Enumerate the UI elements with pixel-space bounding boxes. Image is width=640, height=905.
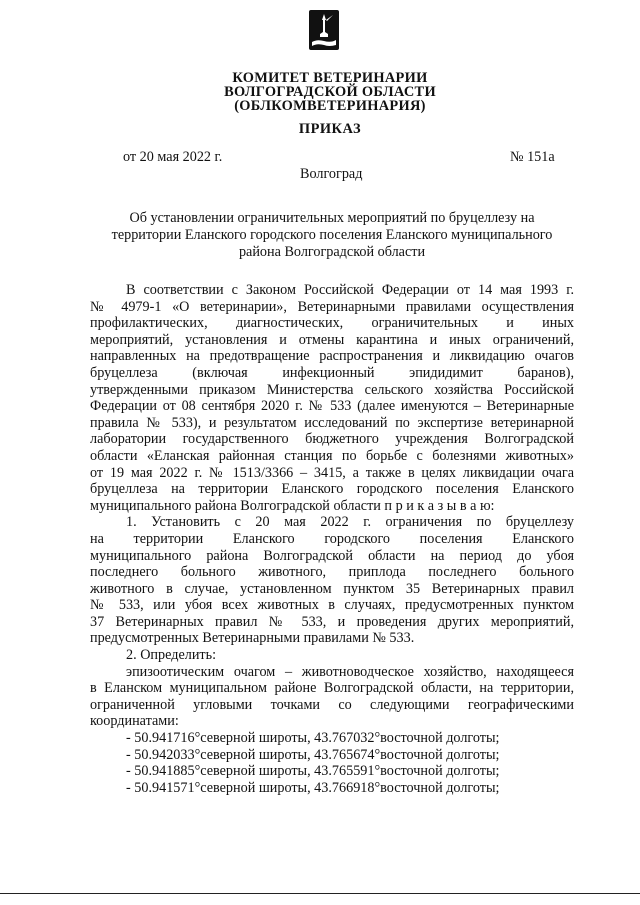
body-text-line: эпизоотическим очагом – животноводческое хозяйство, находящееся xyxy=(126,663,574,680)
body-text-line: № 4979-1 «О ветеринарии», Ветеринарными правилами осуществления xyxy=(90,298,574,315)
body-text-line: - 50.941571°северной широты, 43.766918°восточной долготы; xyxy=(126,779,500,796)
volgograd-emblem-icon xyxy=(309,10,339,50)
body-text-line: мероприятий, установления и отмены карантина и иных ограничений, xyxy=(90,331,574,348)
document-type: ПРИКАЗ xyxy=(298,121,362,137)
document-body xyxy=(90,282,574,796)
document-subject xyxy=(92,210,572,261)
body-text-line: - 50.941885°северной широты, 43.765591°восточной долготы; xyxy=(126,763,500,780)
body-text-line: области «Еланская районная станция по борьбе с болезнями животных» xyxy=(90,447,574,464)
document-number: № 151а xyxy=(510,149,555,165)
body-text-line: - 50.942033°северной широты, 43.765674°восточной долготы; xyxy=(126,746,500,763)
body-text-line: муниципального района Волгоградской области на период до убоя xyxy=(90,547,574,564)
body-text-line: координатами: xyxy=(90,713,179,730)
body-text-line: животного в случае, установленном пунктом 35 Ветеринарных правил xyxy=(90,580,574,597)
body-text-line: ограниченной угловыми точками со следующими географическими xyxy=(90,696,574,713)
subject-line: территории Еланского городского поселения Еланского муниципального xyxy=(111,227,553,243)
body-text-line: муниципального района Волгоградской области п р и к а з ы в а ю: xyxy=(90,497,495,514)
body-text-line: бруцеллеза (включая инфекционный эпидидимит баранов), xyxy=(90,364,574,381)
org-name-line-3: (ОБЛКОМВЕТЕРИНАРИЯ) xyxy=(234,98,426,114)
body-text-line: профилактических, диагностических, ограничительных и иных xyxy=(90,315,574,332)
body-text-line: правила № 533), и результатом исследований по экспертизе ветеринарной xyxy=(90,414,574,431)
body-text-line: № 533, или убоя всех животных в случаях, предусмотренных пунктом xyxy=(90,597,574,614)
body-text-line: направленных на предотвращение распространения и ликвидацию очагов xyxy=(90,348,574,365)
document-date: от 20 мая 2022 г. xyxy=(123,149,223,165)
org-name-line-2: ВОЛГОГРАДСКОЙ ОБЛАСТИ xyxy=(224,84,436,100)
body-text-line: 37 Ветеринарных правил № 533, и проведения других мероприятий, xyxy=(90,613,574,630)
subject-line: района Волгоградской области xyxy=(238,244,426,260)
document-city: Волгоград xyxy=(300,166,363,182)
org-name-line-1: КОМИТЕТ ВЕТЕРИНАРИИ xyxy=(232,70,428,86)
body-text-line: утвержденными приказом Министерства сельского хозяйства Российской xyxy=(90,381,574,398)
body-text-line: последнего больного животного, приплода последнего больного xyxy=(90,564,574,581)
body-text-line: В соответствии с Законом Российской Федерации от 14 мая 1993 г. xyxy=(126,282,574,298)
body-text-line: - 50.941716°северной широты, 43.767032°восточной долготы; xyxy=(126,730,500,747)
body-text-line: 2. Определить: xyxy=(126,647,217,664)
page-bottom-rule xyxy=(0,893,640,894)
body-text-line: лаборатории государственного бюджетного учреждения Волгоградской xyxy=(90,431,574,448)
body-text-line: в Еланском муниципальном районе Волгоградской области, на территории, xyxy=(90,680,574,697)
body-text-line: от 19 мая 2022 г. № 1513/3366 – 3415, а также в целях ликвидации очага xyxy=(90,464,574,481)
body-text-line: бруцеллеза на территории Еланского городского поселения Еланского xyxy=(90,481,574,498)
body-text-line: предусмотренных Ветеринарными правилами № 533. xyxy=(90,630,415,647)
subject-line: Об установлении ограничительных мероприятий по бруцеллезу на xyxy=(129,210,535,226)
body-text-line: Федерации от 08 сентября 2020 г. № 533 (далее именуются – Ветеринарные xyxy=(90,398,574,415)
body-text-line: на территории Еланского городского поселения Еланского xyxy=(90,530,574,547)
body-text-line: 1. Установить с 20 мая 2022 г. ограничения по бруцеллезу xyxy=(126,514,574,531)
